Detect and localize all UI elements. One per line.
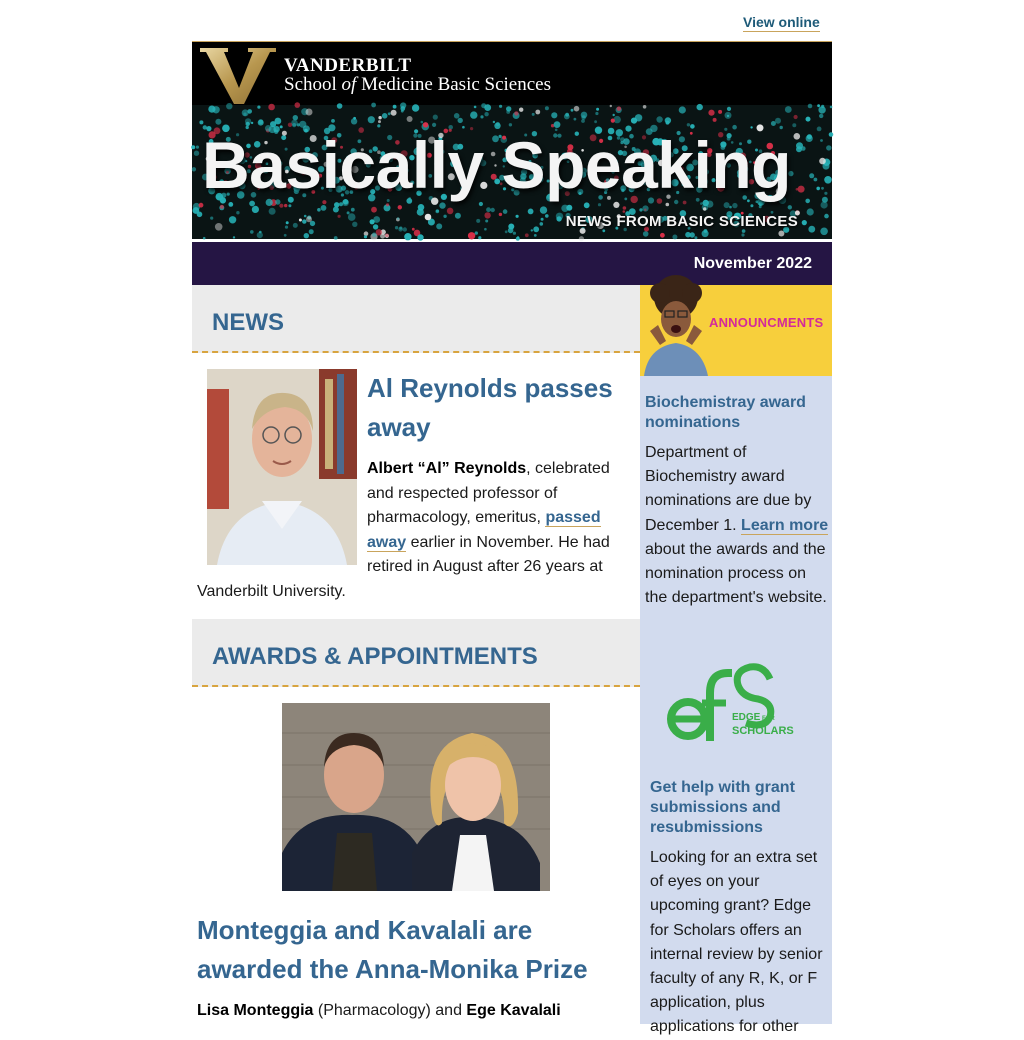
sidebar-column: [640, 285, 832, 1036]
announcements-banner: [640, 285, 832, 376]
masthead-title: Basically Speaking: [202, 128, 791, 202]
grant-help-body: Looking for an extra set of eyes on your upcoming grant? Edge for Scholars offers an internal review by senior faculty of any R, K, or F application, plus applications for other: [650, 849, 823, 1036]
awards-heading: AWARDS & APPOINTMENTS: [212, 643, 538, 670]
edge-for-scholars-logo-icon[interactable]: [666, 657, 806, 747]
reynolds-article-title[interactable]: Al Reynolds passes away: [367, 373, 613, 442]
biochem-award-heading[interactable]: Biochemistray award nominations: [645, 394, 806, 431]
brand-name: VANDERBILT: [284, 55, 412, 76]
newsletter: [192, 41, 832, 1036]
issue-date-bar: [192, 242, 832, 285]
brand-bar: [192, 41, 832, 105]
anna-monika-article-body: Lisa Monteggia (Pharmacology) and Ege Kavalali: [197, 1002, 561, 1019]
awards-section-header: [192, 619, 640, 687]
brand-subtitle: School of Medicine Basic Sciences: [284, 74, 551, 95]
svg-text:EDGE: EDGE: [732, 712, 761, 723]
announcements-label: ANNOUNCMENTS: [709, 315, 824, 330]
vanderbilt-v-logo-icon: [198, 46, 278, 104]
reynolds-article-body: Albert “Al” Reynolds, celebrated and respected professor of pharmacology, emeritus, passed away earlier in November. He had retired in August after 26 years at Vanderbilt University.: [197, 460, 610, 600]
announcer-illustration: [640, 285, 832, 376]
anna-monika-article-title[interactable]: Monteggia and Kavalali are awarded the Anna-Monika Prize: [197, 915, 588, 984]
learn-more-link[interactable]: Learn more: [741, 516, 829, 534]
issue-date: November 2022: [693, 255, 812, 272]
biochem-award-body: Department of Biochemistry award nominations are due by December 1. Learn more about the awards and the nomination process on the department's website.: [645, 444, 829, 607]
passed-away-link[interactable]: passed away: [367, 509, 601, 551]
masthead-subtitle: NEWS FROM BASIC SCIENCES: [565, 213, 798, 230]
reynolds-name: Albert “Al” Reynolds: [367, 460, 527, 477]
news-heading: NEWS: [212, 309, 284, 336]
svg-text:FOR: FOR: [762, 716, 775, 722]
svg-text:SCHOLARS: SCHOLARS: [732, 725, 794, 737]
grant-help-heading[interactable]: Get help with grant submissions and resubmissions: [650, 779, 795, 836]
view-online-link[interactable]: View online: [743, 14, 820, 30]
monteggia-kavalali-photo[interactable]: [282, 703, 550, 891]
main-column: [192, 285, 640, 1024]
masthead-banner: [192, 105, 832, 239]
news-section-header: [192, 285, 640, 353]
